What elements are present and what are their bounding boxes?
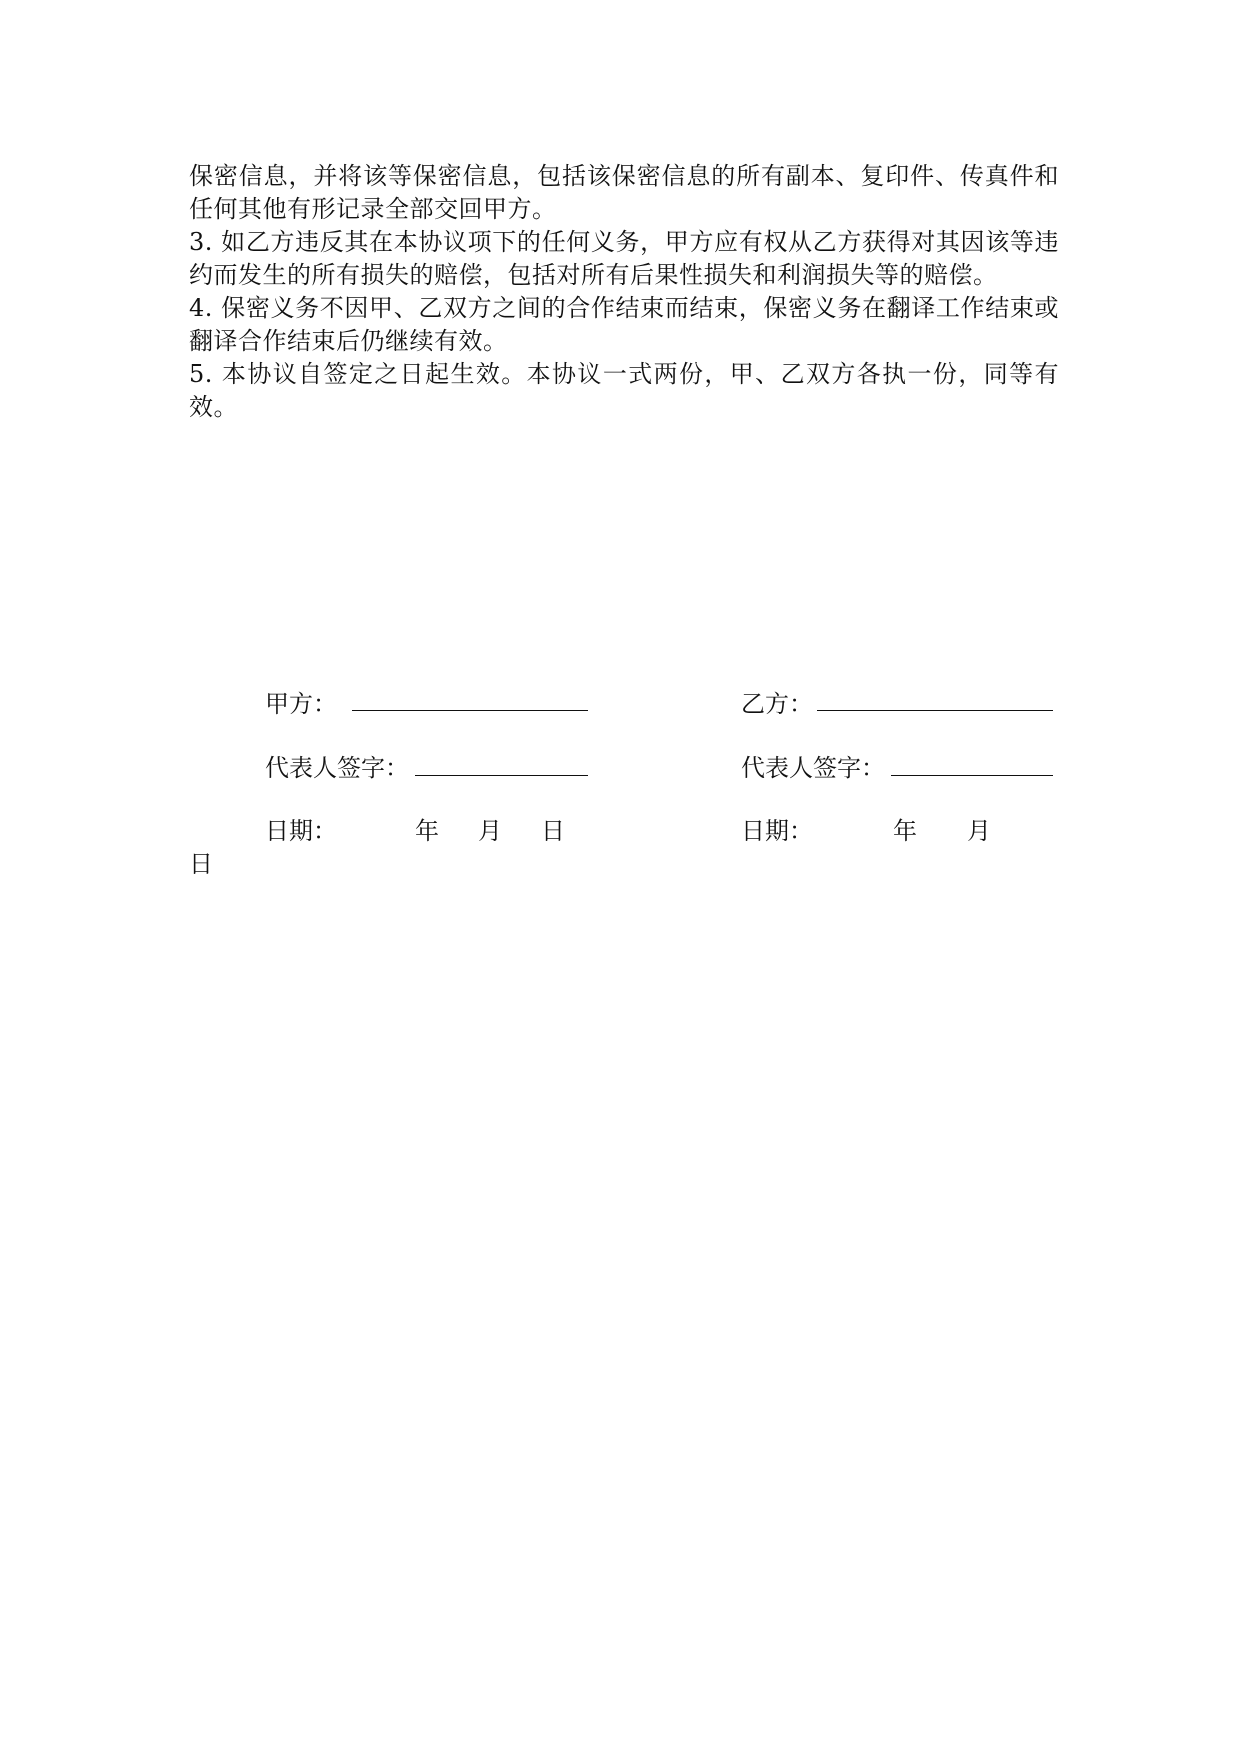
paragraph-clause-3: 3. 如乙方违反其在本协议项下的任何义务，甲方应有权从乙方获得对其因该等违约而发生的所有损失的赔偿，包括对所有后果性损失和利润损失等的赔偿。: [189, 228, 1059, 289]
party-a-line: [352, 710, 588, 711]
party-b-label: 乙方：: [741, 690, 813, 718]
party-b-month: 月: [967, 817, 991, 845]
party-b-rep-line: [891, 775, 1053, 776]
party-b-rep-label: 代表人签字：: [741, 754, 885, 782]
party-a-rep-label: 代表人签字：: [265, 754, 409, 782]
party-a-rep-line: [415, 775, 588, 776]
party-a-date-label: 日期：: [265, 817, 337, 845]
paragraph-confidential-return: 保密信息，并将该等保密信息，包括该保密信息的所有副本、复印件、传真件和任何其他有形记录全部交回甲方。: [189, 162, 1059, 223]
party-a-label: 甲方：: [265, 690, 337, 718]
party-b-year: 年: [893, 817, 917, 845]
party-a-month: 月: [478, 817, 502, 845]
party-a-day: 日: [541, 817, 565, 845]
agreement-body: [189, 160, 1059, 424]
party-a-year: 年: [415, 817, 439, 845]
paragraph-clause-4: 4. 保密义务不因甲、乙双方之间的合作结束而结束，保密义务在翻译工作结束或翻译合作结束后仍继续有效。: [189, 294, 1059, 355]
party-b-date-label: 日期：: [741, 817, 813, 845]
paragraph-clause-5: 5. 本协议自签定之日起生效。本协议一式两份，甲、乙双方各执一份，同等有效。: [189, 360, 1059, 421]
party-b-line: [817, 710, 1053, 711]
party-b-day: 日: [189, 850, 213, 878]
